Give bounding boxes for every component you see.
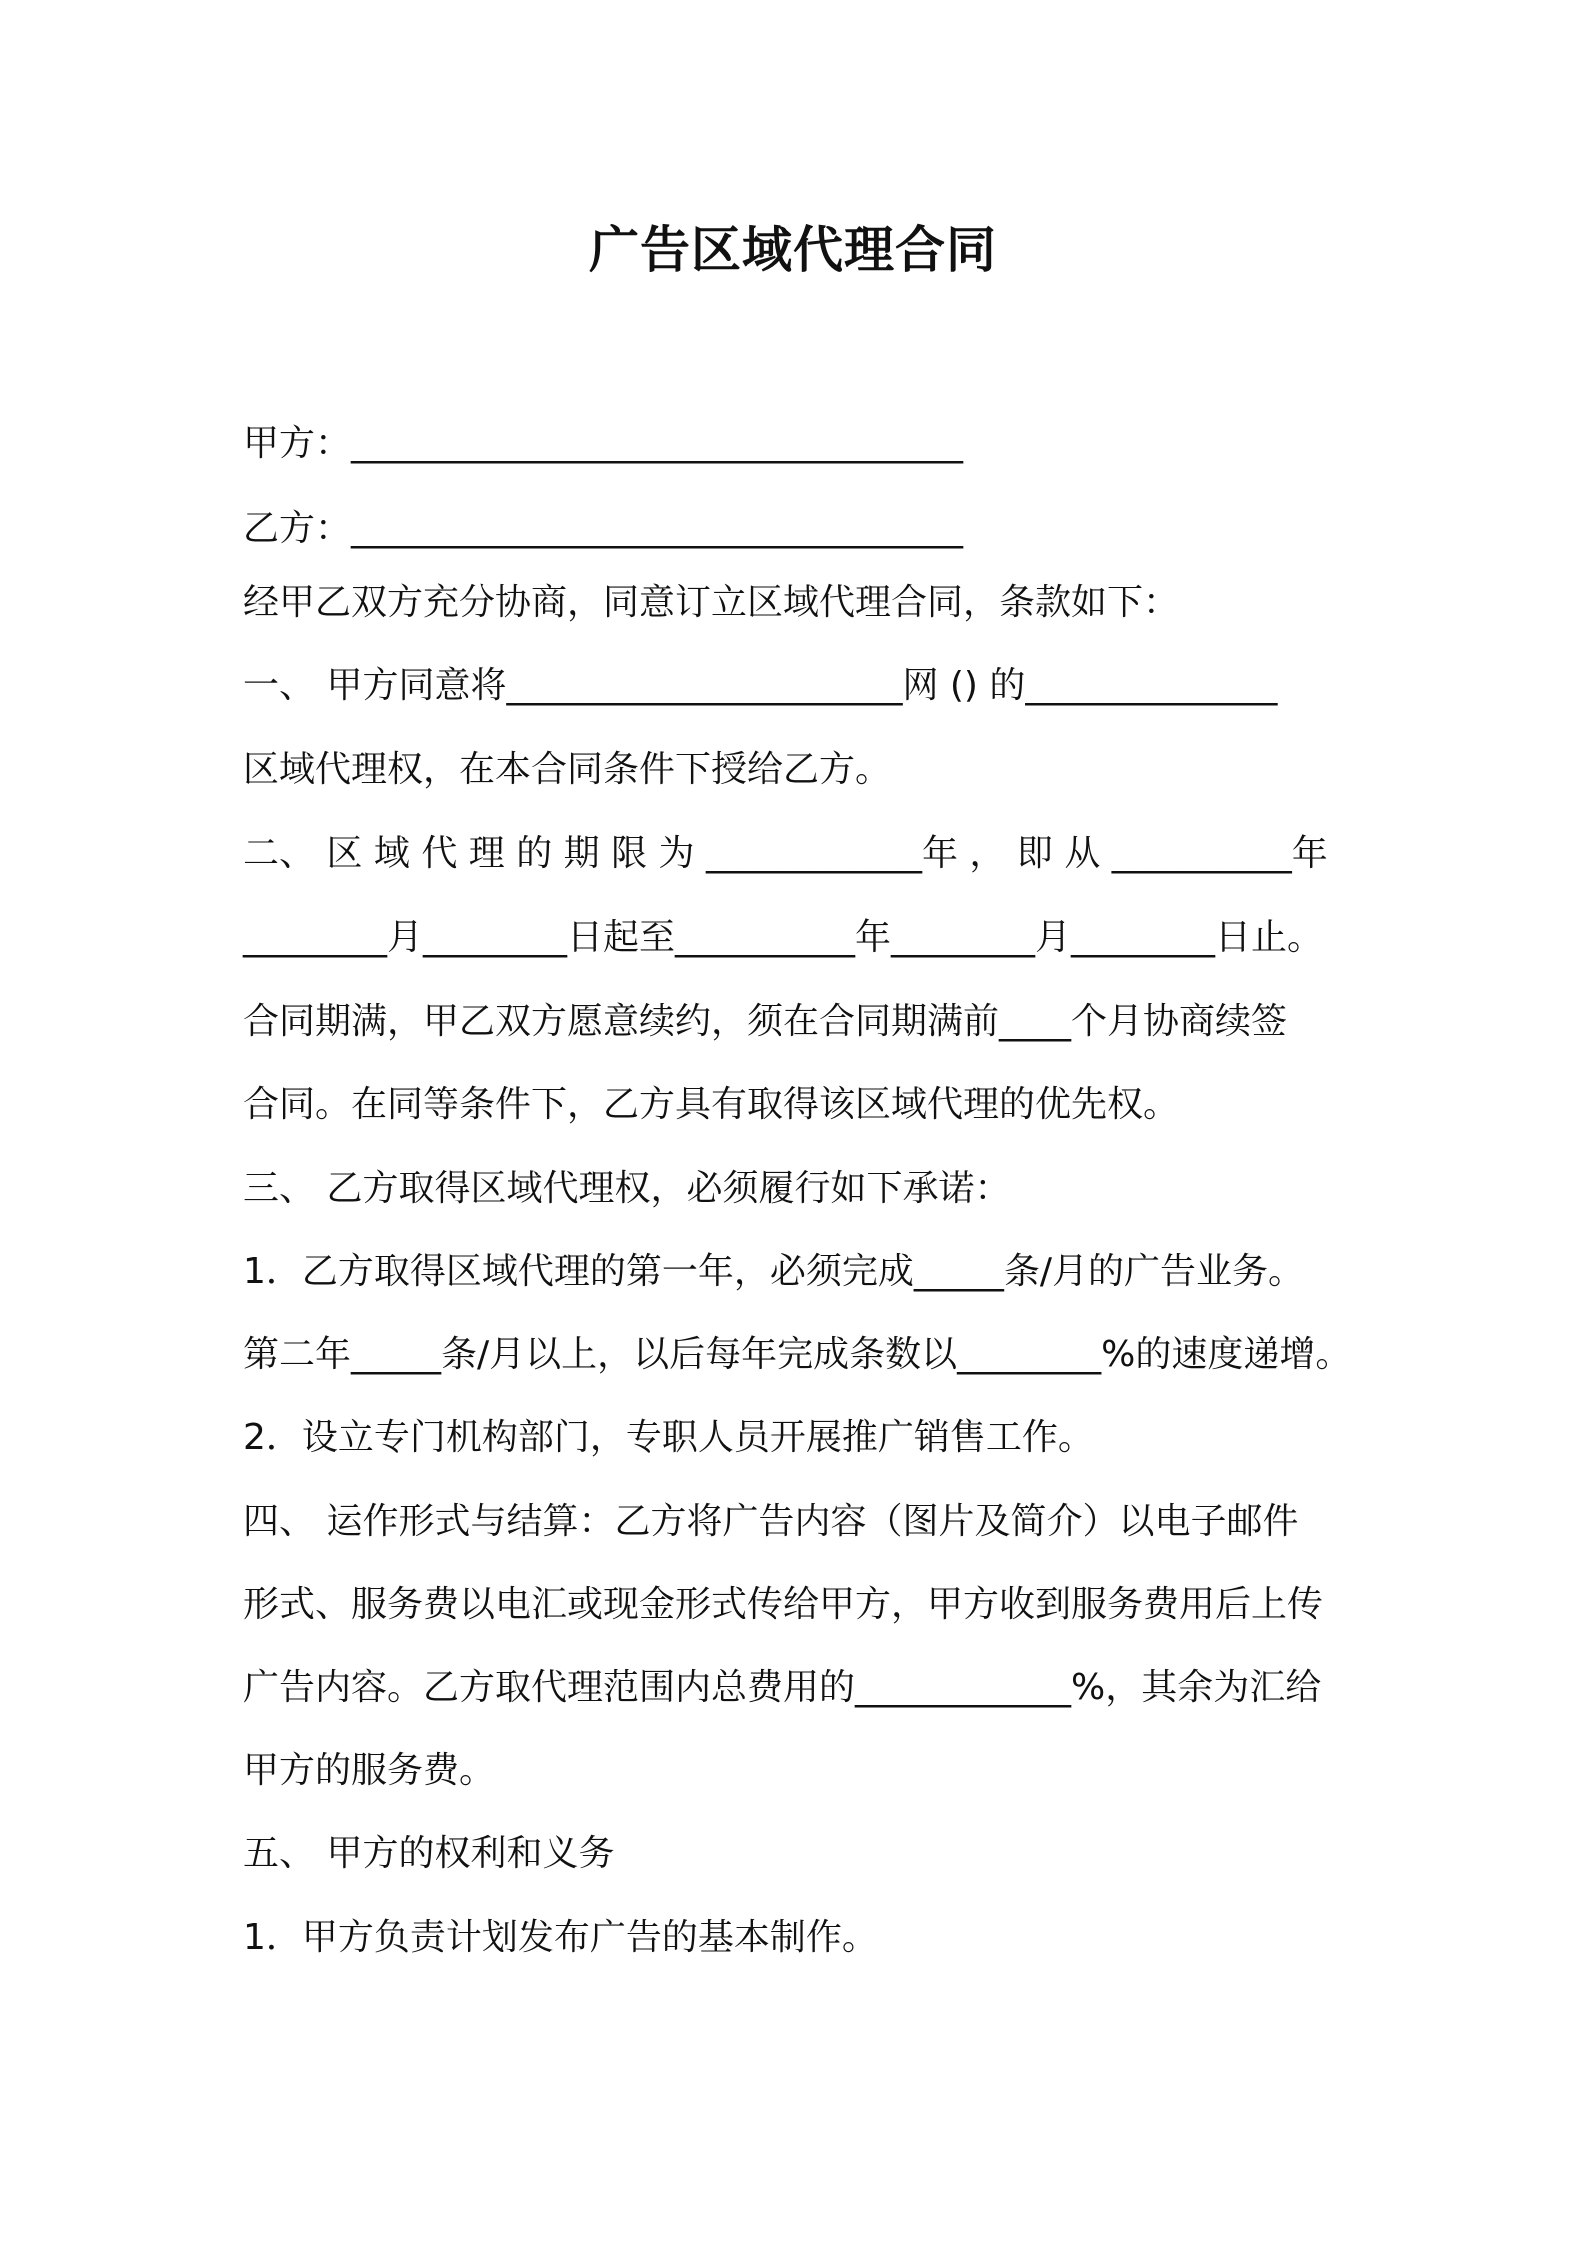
clause-4-line-2: 形式、服务费以电汇或现金形式传给甲方，甲方收到服务费用后上传 [243, 1584, 1324, 1625]
party-b-line: 乙方：__________________________________ [243, 508, 964, 549]
clause-4-line-4: 甲方的服务费。 [243, 1750, 496, 1791]
clause-5-heading: 五、 甲方的权利和义务 [243, 1833, 615, 1874]
clause-4-line-3: 广告内容。乙方取代理范围内总费用的____________%，其余为汇给 [243, 1667, 1322, 1708]
party-a-line: 甲方：__________________________________ [243, 423, 964, 464]
clause-3-item-2: 2．设立专门机构部门，专职人员开展推广销售工作。 [243, 1417, 1094, 1458]
clause-5-item-1: 1．甲方负责计划发布广告的基本制作。 [243, 1917, 878, 1958]
clause-1-line-1: 一、 甲方同意将______________________网 () 的______________ [243, 665, 1278, 706]
clause-2-line-2: ________月________日起至__________年________月________日止。 [243, 917, 1324, 958]
clause-4-line-1: 四、 运作形式与结算：乙方将广告内容（图片及简介）以电子邮件 [243, 1501, 1299, 1542]
intro-line: 经甲乙双方充分协商，同意订立区域代理合同，条款如下： [243, 582, 1180, 623]
clause-1-line-2: 区域代理权，在本合同条件下授给乙方。 [243, 749, 892, 790]
clause-3-heading: 三、 乙方取得区域代理权，必须履行如下承诺： [243, 1168, 1011, 1209]
clause-2-line-4: 合同。在同等条件下，乙方具有取得该区域代理的优先权。 [243, 1084, 1180, 1125]
document-title: 广告区域代理合同 [589, 221, 997, 279]
clause-2-line-1: 二、 区 域 代 理 的 期 限 为 ____________年 ， 即 从 __________年 [243, 833, 1328, 874]
clause-2-line-3: 合同期满，甲乙双方愿意续约，须在合同期满前____个月协商续签 [243, 1001, 1288, 1042]
clause-3-item-1-line-1: 1．乙方取得区域代理的第一年，必须完成_____条/月的广告业务。 [243, 1251, 1305, 1292]
clause-3-item-1-line-2: 第二年_____条/月以上，以后每年完成条数以________%的速度递增。 [243, 1334, 1352, 1375]
